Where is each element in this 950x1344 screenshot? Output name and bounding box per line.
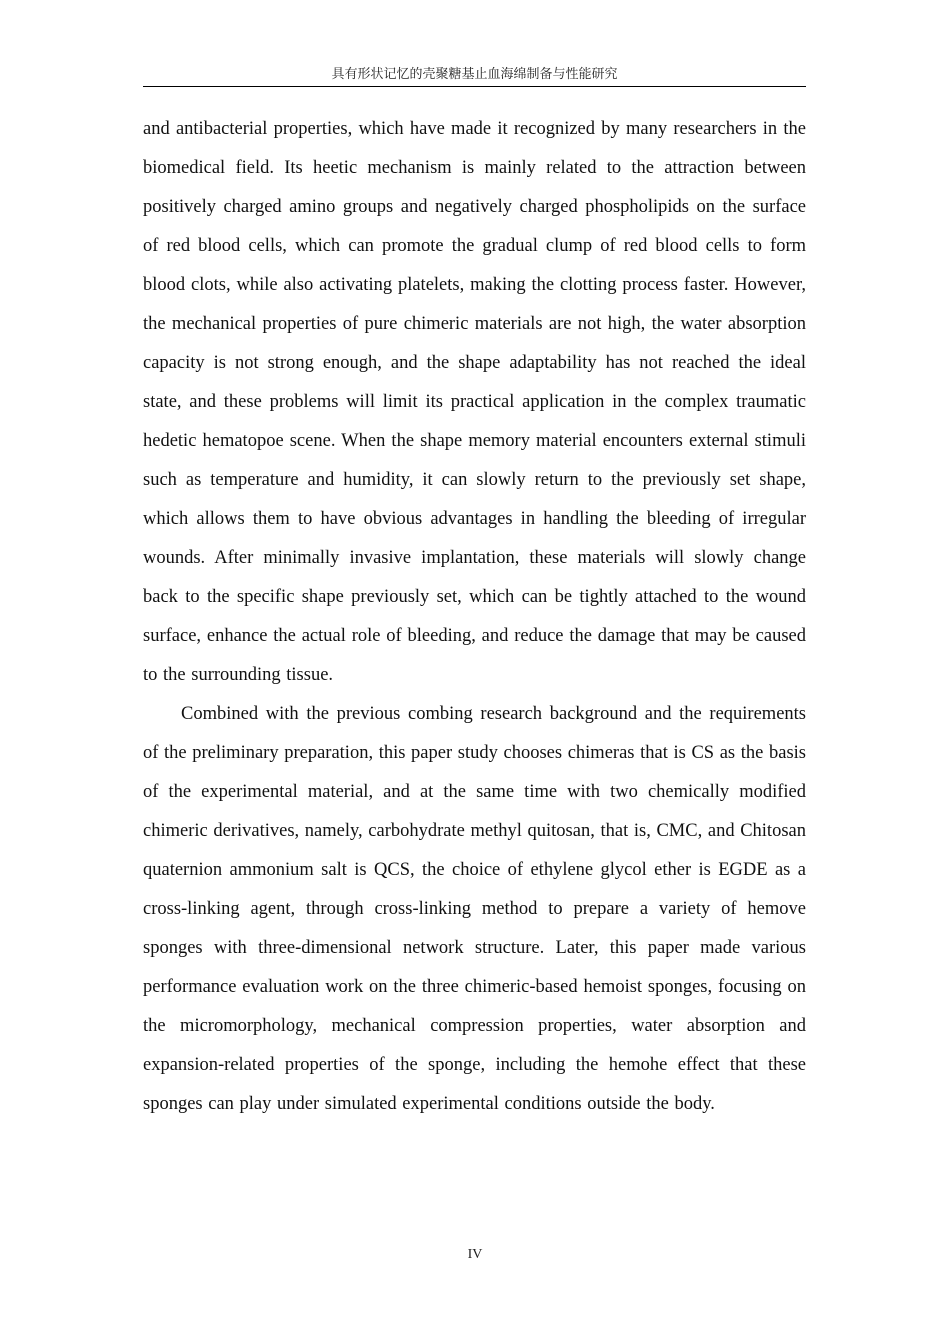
header-rule (143, 86, 806, 87)
paragraph-1: and antibacterial properties, which have made it recognized by many researchers in the biomedical field. Its heetic mechanism is mainly related to the attraction between positively charged amino groups and negatively charged phospholipids on the surface of red blood cells, which can promote the gradual clump of red blood cells to form blood clots, while also activating platelets, making the clotting process faster. However, the mechanical properties of pure chimeric materials are not high, the water absorption capacity is not strong enough, and the shape adaptability has not reached the ideal state, and these problems will limit its practical application in the complex traumatic hedetic hematopoe scene. When the shape memory material encounters external stimuli such as temperature and humidity, it can slowly return to the previously set shape, which allows them to have obvious advantages in handling the bleeding of irregular wounds. After minimally invasive implantation, these materials will slowly change back to the specific shape previously set, which can be tightly attached to the wound surface, enhance the actual role of bleeding, and reduce the damage that may be caused to the surrounding tissue. (143, 119, 806, 685)
page-number: IV (467, 1247, 483, 1262)
body-text (143, 110, 806, 1124)
paragraph-2: Combined with the previous combing research background and the requirements of the preliminary preparation, this paper study chooses chimeras that is CS as the basis of the experimental material, and at the same time with two chemically modified chimeric derivatives, namely, carbohydrate methyl quitosan, that is, CMC, and Chitosan quaternion ammonium salt is QCS, the choice of ethylene glycol ether is EGDE as a cross-linking agent, through cross-linking method to prepare a variety of hemove sponges with three-dimensional network structure. Later, this paper made various performance evaluation work on the three chimeric-based hemoist sponges, focusing on the micromorphology, mechanical compression properties, water absorption and expansion-related properties of the sponge, including the hemohe effect that these sponges can play under simulated experimental conditions outside the body. (143, 704, 806, 1114)
running-header: 具有形状记忆的壳聚糖基止血海绵制备与性能研究 (331, 67, 618, 82)
